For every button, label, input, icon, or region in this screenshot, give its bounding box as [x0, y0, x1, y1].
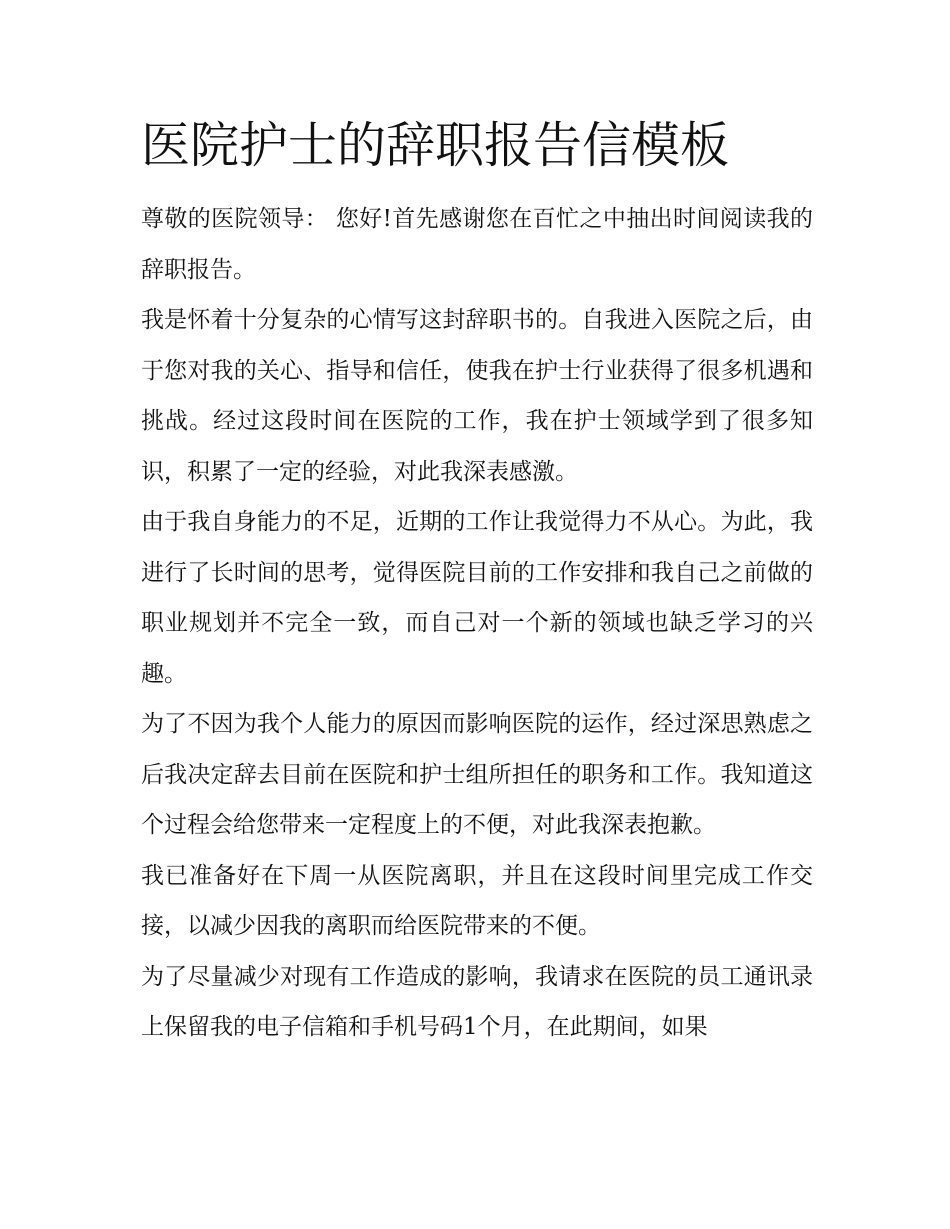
- paragraph-reason: 由于我自身能力的不足，近期的工作让我觉得力不从心。为此，我进行了长时间的思考，觉得医院目前的工作安排和我自己之前做的职业规划并不完全一致，而自己对一个新的领域也缺乏学习的兴趣。: [141, 509, 813, 687]
- paragraph-contact: 为了尽量减少对现有工作造成的影响，我请求在医院的员工通讯录上保留我的电子信箱和手机号码1个月，在此期间，如果: [141, 963, 813, 1040]
- paragraph-gratitude: 我是怀着十分复杂的心情写这封辞职书的。自我进入医院之后，由于您对我的关心、指导和信任，使我在护士行业获得了很多机遇和挑战。经过这段时间在医院的工作，我在护士领域学到了很多知识，积累了一定的经验，对此我深表感激。: [141, 307, 813, 485]
- paragraph-decision: 为了不因为我个人能力的原因而影响医院的运作，经过深思熟虑之后我决定辞去目前在医院和护士组所担任的职务和工作。我知道这个过程会给您带来一定程度上的不便，对此我深表抱歉。: [141, 711, 813, 838]
- document-title: 医院护士的辞职报告信模板: [141, 117, 730, 174]
- document-page: [141, 108, 813, 1053]
- paragraph-handover: 我已准备好在下周一从医院离职，并且在这段时间里完成工作交接，以减少因我的离职而给医院带来的不便。: [141, 862, 813, 939]
- paragraph-greeting: 尊敬的医院领导： 您好!首先感谢您在百忙之中抽出时间阅读我的辞职报告。: [141, 206, 813, 283]
